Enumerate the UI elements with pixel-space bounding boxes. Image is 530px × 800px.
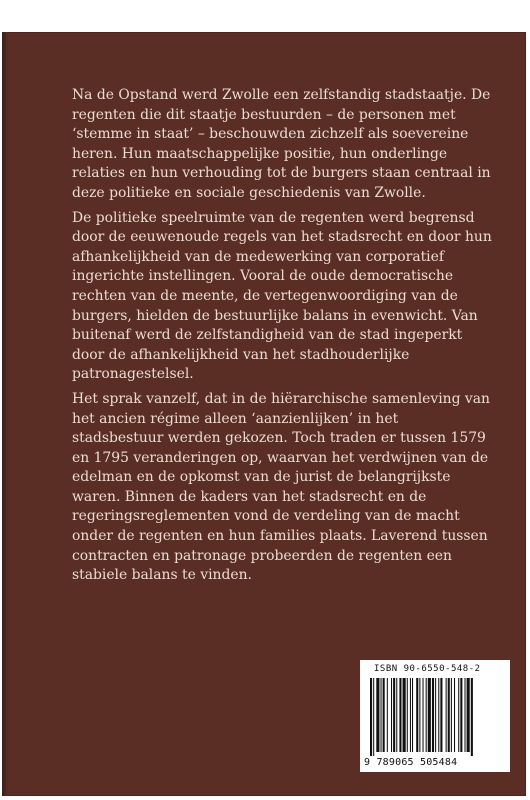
barcode-bar: [381, 678, 382, 752]
isbn-number: ISBN 90-6550-548-2: [374, 664, 481, 674]
barcode-bar: [407, 678, 408, 752]
blurb-paragraph-3: Het sprak vanzelf, dat in de hiërarchische samenleving van het ancien régime alleen ‘aanzienlijken’ in het stadsbestuur werden gekozen. Toch traden er tussen 1579 en 1795 veranderingen op, waarvan het verdwijnen van de edelman en de opkomst van de jurist de belangrijkste waren. Binnen de kaders van het stadsrecht en de regeringsreglementen vond de verdeling van de macht onder de regenten en hun families plaats. Laverend tussen contracten en patronage probeerden de regenten een stabiele balans te vinden.: [72, 390, 491, 584]
barcode-bar: [410, 678, 411, 752]
barcode-bar: [454, 678, 455, 752]
spine-edge: [2, 32, 8, 796]
barcode-bar: [387, 678, 388, 752]
barcode-bar: [432, 678, 434, 752]
barcode-label: [360, 660, 510, 772]
barcode-bar: [451, 678, 452, 752]
barcode-bar: [471, 678, 473, 756]
blurb-paragraph-2: De politieke speelruimte van de regenten werd begrensd door de eeuwenoude regels van het stadsrecht en door hun afhankelijkheid van de medewerking van corporatief ingerichte instellingen. Vooral de oude democratische rechten van de meente, de vertegenwoordiging van de burgers, hielden de bestuurlijke balans in evenwicht. Van buitenaf werd de zelfstandigheid van de stad ingeperkt door de afhankelijkheid van het stadhouderlijke patronagestelsel.: [72, 209, 492, 383]
barcode-bar: [460, 678, 462, 752]
barcode-bar: [446, 678, 447, 752]
barcode-bar: [383, 678, 385, 752]
barcode-bar: [396, 678, 397, 752]
barcode-bar: [428, 678, 431, 752]
barcode-bar: [467, 678, 470, 752]
barcode-bar: [448, 678, 450, 752]
barcode-bar: [403, 678, 406, 752]
barcode-bar: [376, 678, 379, 752]
ean-digits: 9 789065 505484: [364, 757, 458, 768]
barcode-bar: [423, 678, 424, 752]
barcode-bar: [438, 678, 439, 752]
barcode-bar: [399, 678, 401, 752]
barcode-bar: [393, 678, 395, 752]
barcode-bar: [458, 678, 459, 752]
blurb-text: [72, 86, 492, 591]
barcode-bar: [465, 678, 466, 752]
barcode-bar: [435, 678, 436, 752]
barcode-bar: [419, 678, 420, 752]
barcode-bar: [426, 678, 427, 752]
barcode-bar: [440, 678, 442, 752]
barcode-bar: [412, 678, 413, 752]
barcode-bar: [373, 678, 374, 756]
blurb-paragraph-1: Na de Opstand werd Zwolle een zelfstandig stadstaatje. De regenten die dit staatje bestuurden – de personen met ‘stemme in staat’ – beschouwden zichzelf als soevereine heren. Hun maatschappelijke positie, hun onderlinge relaties en hun verhouding tot de burgers staan centraal in deze politieke en sociale geschiedenis van Zwolle.: [72, 87, 491, 201]
barcode-icon: [368, 678, 502, 756]
barcode-bar: [370, 678, 372, 756]
barcode-bar: [416, 678, 418, 752]
barcode-bar: [391, 678, 392, 752]
